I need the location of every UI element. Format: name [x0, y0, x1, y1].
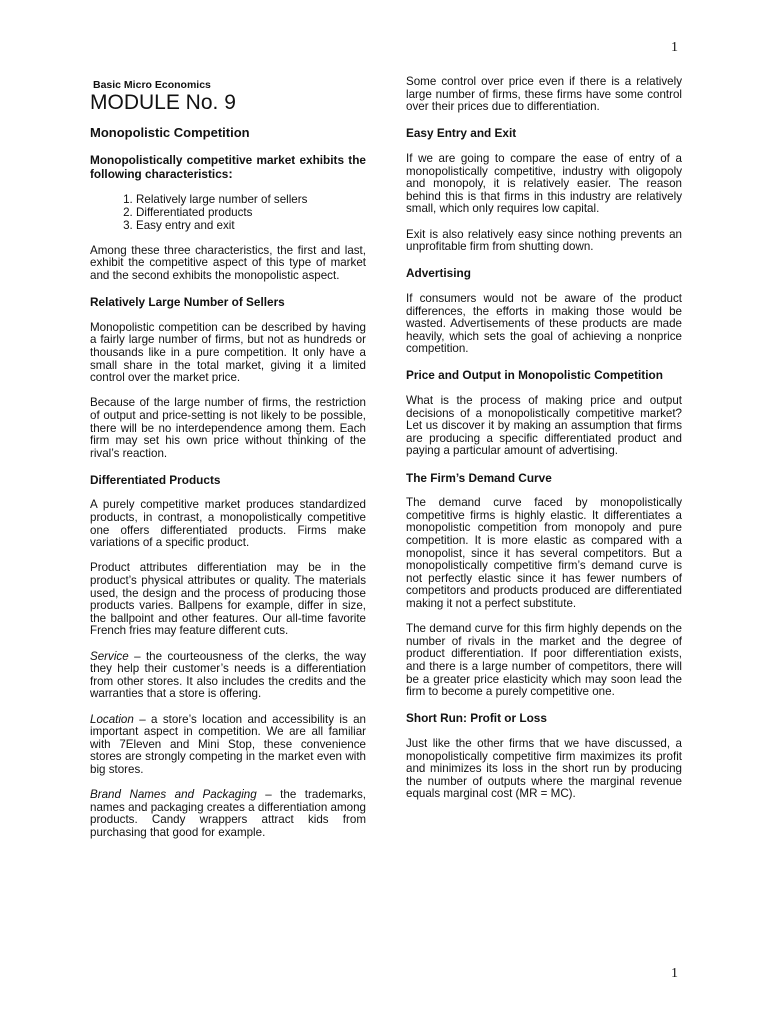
intro-text: Monopolistically competitive market exhibits the following characteristics [90, 153, 366, 182]
paragraph-differentiated-2: Product attributes differentiation may be in the product’s physical attributes or quality. The materials used, the design and the process of producing those products varies. Ballpens for example, differ in size, the ballpoint and other features. Our all-time favorite French fries may feature different cuts. [90, 561, 366, 638]
paragraph-advertising: If consumers would not be aware of the product differences, the efforts in making those would be wasted. Advertisements of these products are made heavily, which sets the goal of achieving a nonprice competition. [406, 291, 682, 356]
footer-page-number: 1 [671, 966, 678, 981]
topic-title: Monopolistic Competition [90, 125, 250, 140]
list-item: 2. Differentiated products [136, 207, 366, 220]
intro-statement [90, 154, 366, 182]
heading-sellers: Relatively Large Number of Sellers [90, 295, 285, 310]
list-item: 3. Easy entry and exit [136, 220, 366, 233]
paragraph-service [90, 651, 366, 701]
paragraph-price-output: What is the process of making price and output decisions of a monopolistically competitive market? Let us discover it by making an assumption that firms are producing a specific differentiated product and paying a particular amount of advertising. [406, 394, 682, 458]
characteristics-list [90, 194, 366, 232]
paragraph-entry-1: If we are going to compare the ease of entry of a monopolistically competitive, industry with oligopoly and monopoly, it is relatively easier. The reason behind this is that firms in this industry are relatively small, which only requires low capital. [406, 151, 682, 216]
paragraph-sellers-2: Because of the large number of firms, the restriction of output and price-setting is not likely to be possible, there will be no interdependence among them. Each firm may set his own price without thinking of the rival’s reaction. [90, 396, 366, 460]
paragraph-location [90, 714, 366, 777]
heading-entry-exit: Easy Entry and Exit [406, 126, 517, 141]
paragraph-differentiated-1: A purely competitive market produces standardized products, in contrast, a monopolistically competitive one offers differentiated products. Firms make variations of a specific product. [90, 498, 366, 550]
heading-demand-curve: The Firm’s Demand Curve [406, 470, 552, 485]
paragraph-demand-1: The demand curve faced by monopolistically competitive firms is highly elastic. It differentiates a monopolistic competition from monopoly and pure competition. It is more elastic as compared with a monopolist, since it has several competitors. But a monopolistically competitive firm’s demand curve is not perfectly elastic since it has fewer numbers of competitors and products produced are differentiated making it not a perfect substitute. [406, 496, 682, 610]
brand-text: – the trademarks, names and packaging creates a differentiation among products. Candy wrappers attract kids from purchasing that good for example. [90, 788, 366, 839]
module-title: MODULE No. 9 [90, 91, 236, 114]
list-item: 1. Relatively large number of sellers [136, 194, 366, 207]
page-number: 1 [671, 40, 678, 55]
service-text: – the courteousness of the clerks, the way they help their customer’s needs is a differentiation from other stores. It also includes the credits and the warranties that a store is offering. [90, 649, 366, 701]
paragraph-control: Some control over price even if there is a relatively large number of firms, these firms have some control over their prices due to differentiation. [406, 75, 682, 114]
paragraph-among: Among these three characteristics, the first and last, exhibit the competitive aspect of this type of market and the second exhibits the monopolistic aspect. [90, 243, 366, 282]
paragraph-short-run: Just like the other firms that we have discussed, a monopolistically competitive firm maximizes its profit and minimizes its loss in the short run by producing the number of outputs where the marginal revenue equals marginal cost (MR = MC). [406, 736, 682, 801]
paragraph-entry-2: Exit is also relatively easy since nothing prevents an unprofitable firm from shutting down. [406, 227, 682, 254]
heading-advertising: Advertising [406, 266, 471, 281]
brand-term: Brand Names and Packaging [90, 788, 257, 802]
paragraph-demand-2: The demand curve for this firm highly depends on the number of rivals in the market and the degree of product differentiation. If poor differentiation exists, and there is a large number of competitors, there will be a greater price elasticity which may soon lead the firm to become a purely competitive one. [406, 622, 682, 699]
location-text: – a store’s location and accessibility is an important aspect in competition. We are all familiar with 7Eleven and Mini Stop, these convenience stores are strongly competing in the market even with big stores. [90, 712, 366, 776]
service-term: Service [90, 649, 129, 663]
right-column [406, 76, 682, 813]
heading-differentiated: Differentiated Products [90, 472, 221, 487]
intro-colon: : [228, 166, 233, 182]
paragraph-sellers-1: Monopolistic competition can be described by having a fairly large number of firms, but not as hundreds or thousands like in a pure competition. It only have a small share in the total market, giving it a limited control over the market price. [90, 320, 366, 385]
course-title: Basic Micro Economics [93, 79, 211, 91]
location-term: Location [90, 712, 134, 726]
left-column [90, 76, 366, 852]
heading-short-run: Short Run: Profit or Loss [406, 711, 547, 726]
paragraph-brand [90, 789, 366, 839]
heading-price-output: Price and Output in Monopolistic Competition [406, 368, 663, 383]
